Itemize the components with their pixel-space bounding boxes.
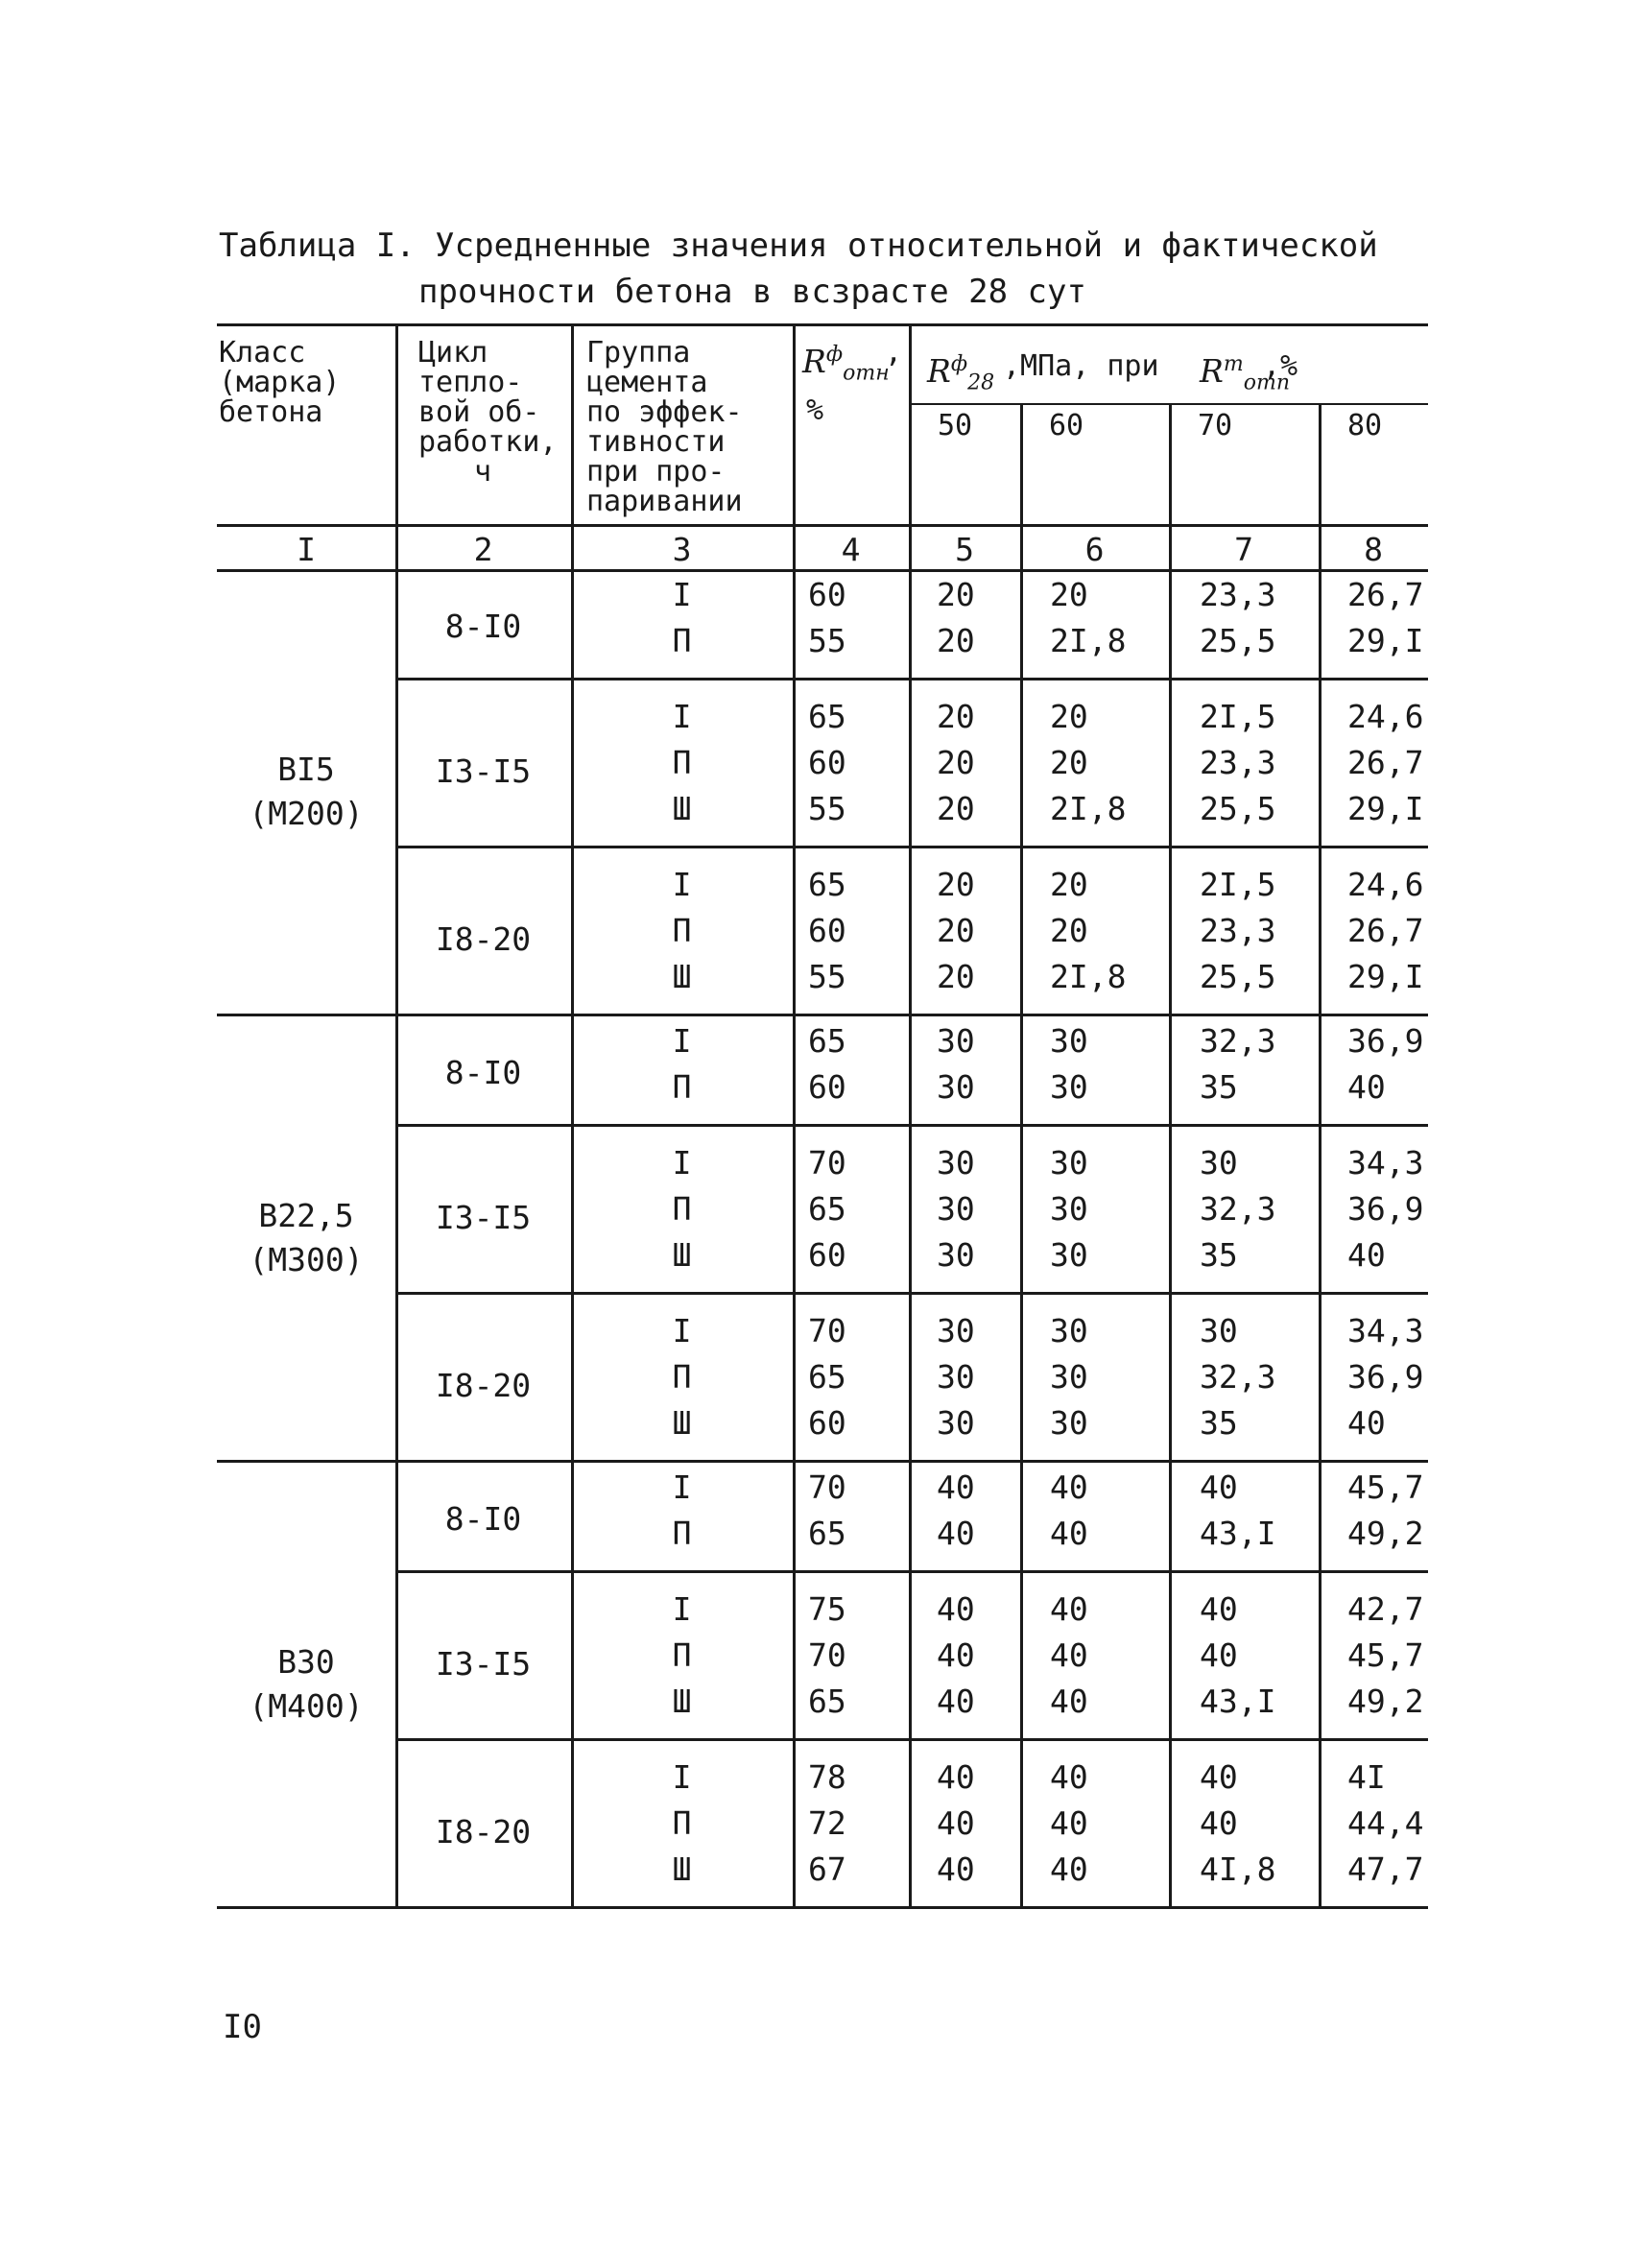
cycle-cell: I8-20 (435, 1367, 532, 1404)
header-r-otp: $R^т_{отп}$ (1200, 352, 1291, 395)
value-60-cell: 20 (1050, 576, 1088, 613)
value-60-cell: 30 (1050, 1190, 1088, 1228)
value-50-cell: 30 (937, 1312, 975, 1349)
value-50-cell: 20 (937, 576, 975, 613)
value-50-cell: 20 (937, 958, 975, 995)
value-80-cell: 49,2 (1347, 1683, 1424, 1720)
value-80-cell: 49,2 (1347, 1515, 1424, 1552)
value-80-cell: 44,4 (1347, 1804, 1424, 1842)
cement-group-cell: П (672, 1804, 692, 1842)
value-80-cell: 36,9 (1347, 1190, 1424, 1228)
value-60-cell: 40 (1050, 1515, 1088, 1552)
caption-line-1: Таблица I. Усредненные значения относительной и фактической (219, 227, 1378, 265)
header-subcol-50: 50 (938, 409, 973, 442)
value-50-cell: 30 (937, 1068, 975, 1106)
value-80-cell: 26,7 (1347, 576, 1424, 613)
column-rule (909, 323, 912, 1909)
cycle-separator-rule (395, 1570, 1428, 1573)
r-otn-cell: 60 (808, 744, 846, 781)
cycle-cell: 8-I0 (444, 1054, 522, 1091)
cement-group-cell: Ш (672, 958, 692, 995)
cycle-separator-rule (395, 1738, 1428, 1741)
value-50-cell: 20 (937, 698, 975, 735)
concrete-class-cell: B22,5 (258, 1196, 354, 1234)
concrete-class-cell: B30 (277, 1642, 335, 1681)
value-70-cell: 40 (1200, 1636, 1238, 1674)
value-80-cell: 4I (1347, 1758, 1386, 1796)
table-caption (219, 223, 1457, 315)
value-50-cell: 40 (937, 1758, 975, 1796)
cement-group-cell: П (672, 1636, 692, 1674)
r-otn-cell: 65 (808, 1190, 846, 1228)
value-70-cell: 25,5 (1200, 958, 1276, 995)
value-70-cell: 35 (1200, 1068, 1238, 1106)
column-rule (1020, 403, 1023, 1909)
value-60-cell: 40 (1050, 1468, 1088, 1506)
cycle-cell: 8-I0 (444, 608, 522, 645)
header-percent-label: ,% (1263, 349, 1298, 383)
class-separator-rule (217, 1460, 1428, 1463)
value-60-cell: 2I,8 (1050, 790, 1127, 827)
cycle-cell: I3-I5 (435, 752, 532, 790)
class-separator-rule (217, 1906, 1428, 1909)
cement-group-cell: I (672, 1144, 692, 1182)
value-70-cell: 23,3 (1200, 576, 1276, 613)
header-r-otn-unit: % (806, 394, 824, 427)
cement-group-cell: I (672, 576, 692, 613)
cement-group-cell: П (672, 1190, 692, 1228)
value-50-cell: 30 (937, 1022, 975, 1060)
value-60-cell: 40 (1050, 1804, 1088, 1842)
header-cement-group-line: паривании (586, 485, 743, 518)
r-otn-cell: 70 (808, 1144, 846, 1182)
cement-group-cell: П (672, 1068, 692, 1106)
value-70-cell: 25,5 (1200, 622, 1276, 659)
header-r28: $R^ф_{28}$ (927, 352, 995, 395)
value-80-cell: 47,7 (1347, 1850, 1424, 1888)
cement-group-cell: П (672, 912, 692, 949)
column-number: 7 (1234, 531, 1253, 568)
r-otn-cell: 60 (808, 1068, 846, 1106)
value-70-cell: 30 (1200, 1312, 1238, 1349)
r-otn-cell: 65 (808, 866, 846, 903)
value-70-cell: 2I,5 (1200, 698, 1276, 735)
value-60-cell: 20 (1050, 744, 1088, 781)
value-70-cell: 35 (1200, 1404, 1238, 1442)
column-rule (395, 323, 398, 1909)
value-80-cell: 34,3 (1347, 1312, 1424, 1349)
value-60-cell: 30 (1050, 1312, 1088, 1349)
value-70-cell: 4I,8 (1200, 1850, 1276, 1888)
r-otn-cell: 70 (808, 1468, 846, 1506)
value-50-cell: 30 (937, 1190, 975, 1228)
concrete-grade-cell: (M300) (249, 1240, 364, 1278)
r-otn-cell: 55 (808, 958, 846, 995)
r-otn-cell: 70 (808, 1636, 846, 1674)
value-60-cell: 30 (1050, 1068, 1088, 1106)
column-number: 6 (1084, 531, 1105, 568)
r-otn-cell: 60 (808, 912, 846, 949)
page-number: I0 (223, 2008, 262, 2046)
value-50-cell: 40 (937, 1683, 975, 1720)
cement-group-cell: I (672, 1590, 692, 1628)
cement-group-cell: Ш (672, 1683, 692, 1720)
value-70-cell: 2I,5 (1200, 866, 1276, 903)
header-subcol-60: 60 (1049, 409, 1084, 442)
cement-group-cell: I (672, 1312, 692, 1349)
value-80-cell: 29,I (1347, 790, 1424, 827)
r-otn-cell: 60 (808, 1236, 846, 1274)
cycle-cell: I8-20 (435, 1813, 532, 1850)
value-80-cell: 29,I (1347, 958, 1424, 995)
value-50-cell: 40 (937, 1636, 975, 1674)
value-60-cell: 40 (1050, 1683, 1088, 1720)
cycle-separator-rule (395, 846, 1428, 848)
value-80-cell: 26,7 (1347, 912, 1424, 949)
header-cycle-line: Цикл (418, 336, 488, 370)
cement-group-cell: I (672, 1468, 692, 1506)
value-70-cell: 43,I (1200, 1515, 1276, 1552)
value-70-cell: 35 (1200, 1236, 1238, 1274)
cycle-separator-rule (395, 1124, 1428, 1127)
cement-group-cell: П (672, 1515, 692, 1552)
header-cement-group-line: Группа (586, 336, 691, 370)
value-80-cell: 45,7 (1347, 1636, 1424, 1674)
cement-group-cell: П (672, 744, 692, 781)
value-50-cell: 20 (937, 790, 975, 827)
cycle-cell: 8-I0 (444, 1500, 522, 1538)
value-60-cell: 40 (1050, 1758, 1088, 1796)
value-60-cell: 20 (1050, 866, 1088, 903)
value-70-cell: 32,3 (1200, 1022, 1276, 1060)
concrete-grade-cell: (M200) (249, 794, 364, 832)
value-70-cell: 43,I (1200, 1683, 1276, 1720)
value-70-cell: 32,3 (1200, 1358, 1276, 1396)
cement-group-cell: Ш (672, 1236, 692, 1274)
header-class-line: (марка) (219, 366, 341, 399)
cement-group-cell: I (672, 1022, 692, 1060)
header-cycle-line: работки, (418, 425, 558, 459)
value-60-cell: 30 (1050, 1404, 1088, 1442)
cycle-cell: I8-20 (435, 920, 532, 958)
value-60-cell: 20 (1050, 912, 1088, 949)
numbers-bottom-rule (217, 569, 1428, 572)
value-60-cell: 40 (1050, 1850, 1088, 1888)
column-number: I (297, 531, 316, 568)
value-50-cell: 30 (937, 1358, 975, 1396)
value-60-cell: 30 (1050, 1236, 1088, 1274)
cycle-cell: I3-I5 (435, 1199, 532, 1236)
column-number: 5 (955, 531, 974, 568)
value-70-cell: 23,3 (1200, 744, 1276, 781)
header-cycle-line: ч (473, 455, 492, 489)
value-60-cell: 30 (1050, 1022, 1088, 1060)
value-70-cell: 40 (1200, 1758, 1238, 1796)
cement-group-cell: П (672, 622, 692, 659)
header-class-line: Класс (219, 336, 306, 370)
header-cement-group-line: цемента (586, 366, 708, 399)
cement-group-cell: I (672, 698, 692, 735)
concrete-class-cell: BI5 (277, 750, 335, 788)
value-60-cell: 30 (1050, 1358, 1088, 1396)
value-80-cell: 34,3 (1347, 1144, 1424, 1182)
value-60-cell: 30 (1050, 1144, 1088, 1182)
column-number: 4 (841, 531, 861, 568)
value-80-cell: 29,I (1347, 622, 1424, 659)
column-number: 8 (1364, 531, 1383, 568)
r-otn-cell: 65 (808, 1022, 846, 1060)
header-r-otn-comma: , (885, 336, 903, 370)
value-60-cell: 40 (1050, 1636, 1088, 1674)
value-80-cell: 40 (1347, 1236, 1386, 1274)
value-80-cell: 26,7 (1347, 744, 1424, 781)
cement-group-cell: Ш (672, 1404, 692, 1442)
value-70-cell: 30 (1200, 1144, 1238, 1182)
value-70-cell: 23,3 (1200, 912, 1276, 949)
value-60-cell: 2I,8 (1050, 622, 1127, 659)
cement-group-cell: I (672, 866, 692, 903)
value-50-cell: 40 (937, 1590, 975, 1628)
value-60-cell: 2I,8 (1050, 958, 1127, 995)
value-60-cell: 40 (1050, 1590, 1088, 1628)
column-number: 2 (473, 531, 493, 568)
value-50-cell: 40 (937, 1468, 975, 1506)
header-cement-group-line: при про- (586, 455, 726, 489)
header-cement-group-line: тивности (586, 425, 726, 459)
value-50-cell: 30 (937, 1404, 975, 1442)
value-70-cell: 40 (1200, 1590, 1238, 1628)
header-subcol-80: 80 (1347, 409, 1383, 442)
value-80-cell: 40 (1347, 1068, 1386, 1106)
r-otn-cell: 65 (808, 1515, 846, 1552)
value-80-cell: 36,9 (1347, 1358, 1424, 1396)
r-otn-cell: 75 (808, 1590, 846, 1628)
value-70-cell: 32,3 (1200, 1190, 1276, 1228)
value-50-cell: 40 (937, 1804, 975, 1842)
cement-group-cell: Ш (672, 1850, 692, 1888)
value-50-cell: 20 (937, 744, 975, 781)
cement-group-cell: Ш (672, 790, 692, 827)
header-cement-group-line: по эффек- (586, 395, 743, 429)
value-60-cell: 20 (1050, 698, 1088, 735)
cycle-cell: I3-I5 (435, 1645, 532, 1683)
value-50-cell: 40 (937, 1515, 975, 1552)
value-80-cell: 45,7 (1347, 1468, 1424, 1506)
value-50-cell: 30 (937, 1236, 975, 1274)
column-rule (571, 323, 574, 1909)
header-class-line: бетона (219, 395, 323, 429)
value-80-cell: 36,9 (1347, 1022, 1424, 1060)
r-otn-cell: 67 (808, 1850, 846, 1888)
header-bottom-rule (217, 524, 1428, 527)
value-50-cell: 20 (937, 622, 975, 659)
value-50-cell: 30 (937, 1144, 975, 1182)
value-80-cell: 42,7 (1347, 1590, 1424, 1628)
value-70-cell: 25,5 (1200, 790, 1276, 827)
concrete-grade-cell: (M400) (249, 1686, 364, 1725)
r-otn-cell: 65 (808, 1683, 846, 1720)
r-otn-cell: 72 (808, 1804, 846, 1842)
cement-group-cell: П (672, 1358, 692, 1396)
header-cycle-line: вой об- (418, 395, 540, 429)
header-cycle-line: тепло- (418, 366, 523, 399)
column-rule (1319, 403, 1322, 1909)
column-rule (793, 323, 796, 1909)
r-otn-cell: 65 (808, 698, 846, 735)
header-r-otn: $R^ф_{отн}$ (802, 343, 890, 386)
r-otn-cell: 60 (808, 1404, 846, 1442)
r-otn-cell: 70 (808, 1312, 846, 1349)
value-50-cell: 20 (937, 866, 975, 903)
value-50-cell: 20 (937, 912, 975, 949)
table-top-rule (217, 323, 1428, 326)
value-70-cell: 40 (1200, 1468, 1238, 1506)
value-80-cell: 24,6 (1347, 698, 1424, 735)
header-mpa-label: ,МПа, при (1003, 349, 1159, 383)
cement-group-cell: I (672, 1758, 692, 1796)
caption-line-2: прочности бетона в всзрасте 28 сут (418, 273, 1086, 311)
cycle-separator-rule (395, 678, 1428, 680)
r-otn-cell: 55 (808, 622, 846, 659)
header-subcol-70: 70 (1198, 409, 1233, 442)
r-otn-cell: 65 (808, 1358, 846, 1396)
value-50-cell: 40 (937, 1850, 975, 1888)
r-otn-cell: 60 (808, 576, 846, 613)
value-80-cell: 24,6 (1347, 866, 1424, 903)
r-otn-cell: 55 (808, 790, 846, 827)
cycle-separator-rule (395, 1292, 1428, 1295)
r-otn-cell: 78 (808, 1758, 846, 1796)
column-number: 3 (672, 531, 692, 568)
value-70-cell: 40 (1200, 1804, 1238, 1842)
value-80-cell: 40 (1347, 1404, 1386, 1442)
class-separator-rule (217, 1014, 1428, 1016)
column-rule (1169, 403, 1172, 1909)
